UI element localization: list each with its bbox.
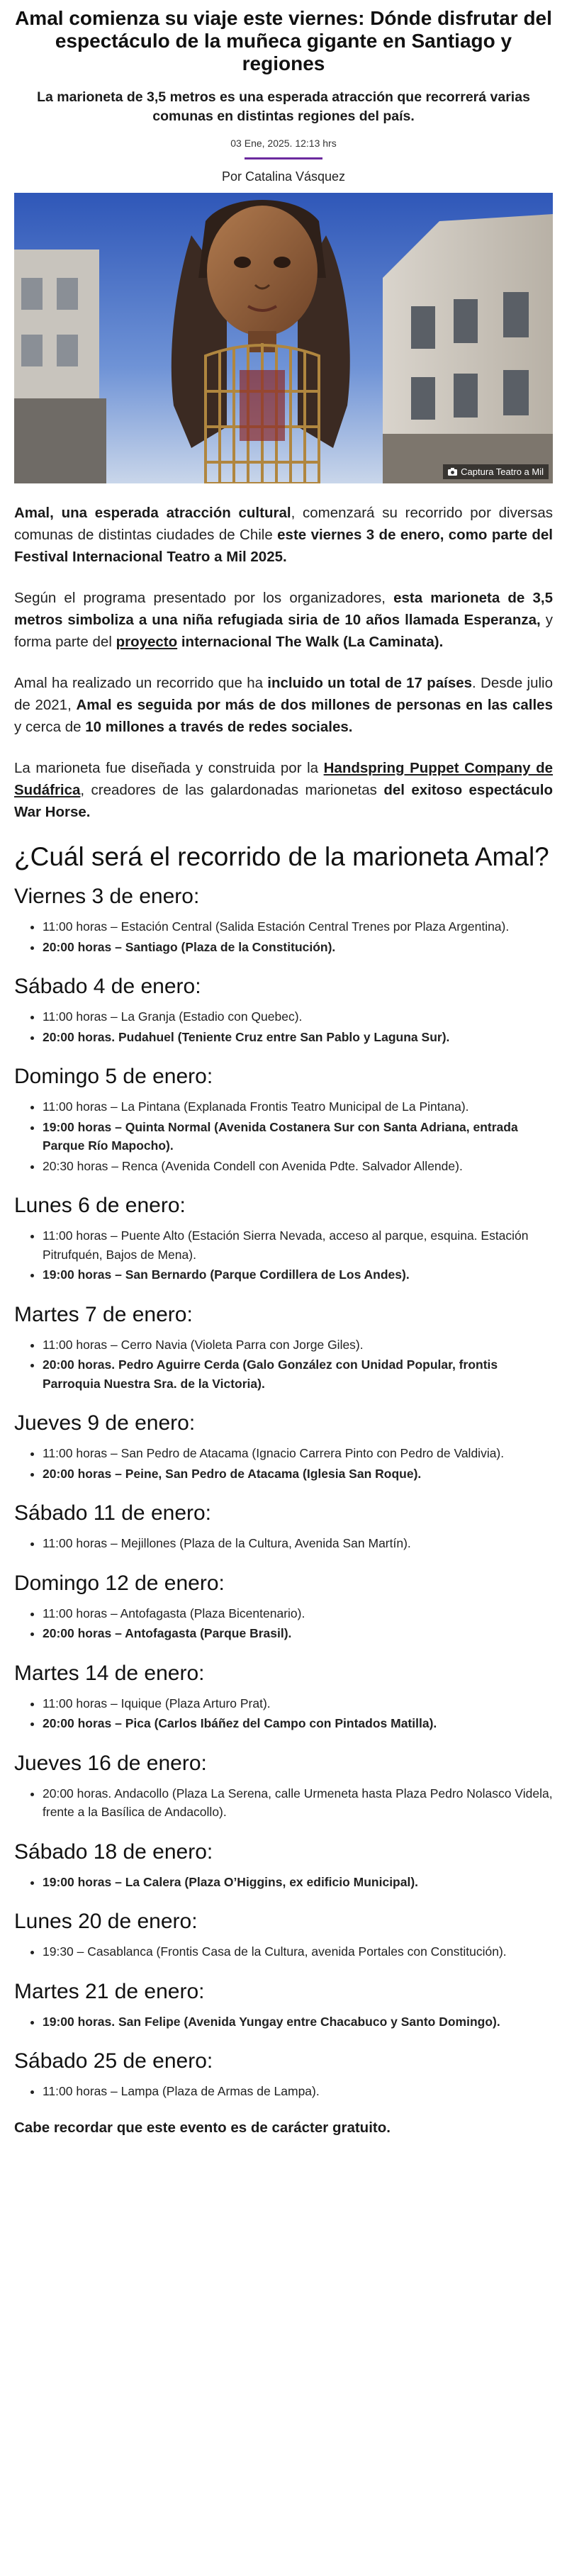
emphasis-text: esta marioneta de 3,5 metros simboliza a una niña refugiada siria de 10 años llamada Esperanza, — [14, 590, 553, 628]
schedule-event-list — [14, 1942, 553, 1961]
emphasis-text: 10 millones a través de redes sociales. — [85, 719, 353, 735]
paragraph-text: y cerca de — [14, 719, 86, 735]
schedule-event: • 20:00 horas. Pudahuel (Teniente Cruz entre San Pablo y Laguna Sur). — [43, 1028, 553, 1047]
project-link[interactable]: Handspring Puppet Company de Sudáfrica — [14, 760, 553, 798]
emphasis-text: internacional The Walk (La Caminata). — [177, 634, 444, 650]
image-credit-text: Captura Teatro a Mil — [461, 466, 544, 477]
schedule-event: • 11:00 horas – Lampa (Plaza de Armas de Lampa). — [43, 2082, 553, 2101]
schedule-event: • 19:00 horas – San Bernardo (Parque Cordillera de Los Andes). — [43, 1265, 553, 1284]
schedule-day-heading: Domingo 5 de enero: — [14, 1065, 213, 1088]
schedule-day-heading: Jueves 9 de enero: — [14, 1411, 196, 1435]
article-title: Amal comienza su viaje este viernes: Dónde disfrutar del espectáculo de la muñeca gigante en Santiago y regiones — [15, 7, 552, 74]
article — [0, 7, 567, 2137]
schedule-day-heading: Jueves 16 de enero: — [14, 1751, 207, 1775]
emphasis-text: incluido un total de 17 países — [267, 675, 473, 691]
schedule-day-heading: Sábado 4 de enero: — [14, 975, 201, 998]
schedule-event-list — [14, 1784, 553, 1822]
section-heading: ¿Cuál será el recorrido de la marioneta Amal? — [14, 842, 549, 871]
schedule-day-heading: Domingo 12 de enero: — [14, 1571, 225, 1595]
schedule-day-heading: Sábado 18 de enero: — [14, 1839, 213, 1864]
schedule-event: • 19:00 horas – La Calera (Plaza O’Higgins, ex edificio Municipal). — [43, 1873, 553, 1892]
schedule-event-list — [14, 1873, 553, 1892]
article-paragraph — [14, 587, 553, 653]
emphasis-text: del exitoso espectáculo War Horse. — [14, 782, 554, 820]
paragraph-text: , comenzará su recorrido por diversas comunas de distintas ciudades de Chile — [14, 505, 553, 543]
paragraph-text: , creadores de las galardonadas marionetas — [80, 782, 384, 798]
schedule-event: • 11:00 horas – La Pintana (Explanada Frontis Teatro Municipal de La Pintana). — [43, 1097, 553, 1116]
paragraph-text: La marioneta fue diseñada y construida por la — [14, 760, 324, 776]
article-subtitle: La marioneta de 3,5 metros es una esperada atracción que recorrerá varias comunas en distintas regiones del país. — [37, 89, 530, 124]
puppet-photo — [14, 193, 553, 483]
paragraph-text: Según el programa presentado por los organizadores, — [14, 590, 394, 606]
schedule-event: • 19:00 horas. San Felipe (Avenida Yungay entre Chacabuco y Santo Domingo). — [43, 2012, 553, 2032]
paragraph-text: . Desde julio de 2021, — [14, 675, 553, 713]
schedule-event-list — [14, 1604, 553, 1643]
schedule-event-list — [14, 1097, 553, 1175]
article-paragraph — [14, 672, 553, 738]
schedule-event: • 11:00 horas – Mejillones (Plaza de la Cultura, Avenida San Martín). — [43, 1534, 553, 1553]
schedule-event: • 20:30 horas – Renca (Avenida Condell con Avenida Pdte. Salvador Allende). — [43, 1157, 553, 1176]
closing-note: Cabe recordar que este evento es de carácter gratuito. — [14, 2119, 391, 2136]
schedule-event-list — [14, 2082, 553, 2101]
image-credit — [443, 464, 549, 479]
schedule-event-list — [14, 1534, 553, 1553]
article-paragraph — [14, 757, 553, 823]
schedule-event: • 20:00 horas – Pica (Carlos Ibáñez del Campo con Pintados Matilla). — [43, 1714, 553, 1733]
hero-image — [14, 193, 553, 483]
camera-icon — [448, 468, 457, 476]
schedule-day-heading: Lunes 20 de enero: — [14, 1910, 198, 1933]
schedule-day-heading: Viernes 3 de enero: — [14, 885, 200, 908]
schedule-day-heading: Lunes 6 de enero: — [14, 1194, 186, 1217]
schedule-day-heading: Martes 14 de enero: — [14, 1661, 205, 1685]
schedule-day-heading: Martes 21 de enero: — [14, 1979, 205, 2003]
schedule-event-list — [14, 1444, 553, 1483]
schedule-event-list — [14, 1694, 553, 1733]
emphasis-text: Amal es seguida por más de dos millones de personas en las calles — [76, 697, 553, 713]
schedule-event-list — [14, 1226, 553, 1284]
schedule-event: • 20:00 horas – Antofagasta (Parque Brasil). — [43, 1624, 553, 1643]
author-byline: Por Catalina Vásquez — [221, 169, 346, 184]
article-body — [14, 483, 553, 2137]
emphasis-text: este viernes 3 de enero, como parte del Festival Internacional Teatro a Mil 2025. — [14, 527, 553, 565]
schedule-event: • 20:00 horas. Andacollo (Plaza La Serena, calle Urmeneta hasta Plaza Pedro Nolasco Videla, frente a la Basílica de Andacollo). — [43, 1784, 553, 1822]
project-link[interactable]: proyecto — [116, 634, 178, 650]
schedule-day-heading: Sábado 11 de enero: — [14, 1501, 212, 1525]
emphasis-text: Amal, una esperada atracción cultural — [14, 505, 291, 521]
schedule-event: • 11:00 horas – Cerro Navia (Violeta Parra con Jorge Giles). — [43, 1335, 553, 1355]
schedule-event-list — [14, 1335, 553, 1394]
schedule-event: • 19:30 – Casablanca (Frontis Casa de la Cultura, avenida Portales con Constitución). — [43, 1942, 553, 1961]
schedule-day-heading: Sábado 25 de enero: — [14, 2049, 213, 2073]
paragraph-text: y forma parte del — [14, 612, 554, 650]
publish-date: 03 Ene, 2025. 12:13 hrs — [230, 138, 337, 149]
schedule-event-list — [14, 2012, 553, 2032]
title-divider — [245, 157, 322, 159]
schedule-event: • 11:00 horas – Estación Central (Salida Estación Central Trenes por Plaza Argentina). — [43, 917, 553, 936]
schedule-event-list — [14, 917, 553, 956]
schedule-event: • 19:00 horas – Quinta Normal (Avenida Costanera Sur con Santa Adriana, entrada Parque Río Mapocho). — [43, 1118, 553, 1155]
schedule-event: • 11:00 horas – San Pedro de Atacama (Ignacio Carrera Pinto con Pedro de Valdivia). — [43, 1444, 553, 1463]
schedule-event: • 11:00 horas – Antofagasta (Plaza Bicentenario). — [43, 1604, 553, 1623]
schedule-event: • 20:00 horas – Santiago (Plaza de la Constitución). — [43, 938, 553, 957]
schedule-event: • 20:00 horas. Pedro Aguirre Cerda (Galo González con Unidad Popular, frontis Parroquia Nuestra Sra. de la Victoria). — [43, 1355, 553, 1393]
schedule-event-list — [14, 1007, 553, 1046]
article-paragraph — [14, 502, 553, 568]
schedule-day-heading: Martes 7 de enero: — [14, 1302, 193, 1326]
paragraph-text: Amal ha realizado un recorrido que ha — [14, 675, 268, 691]
schedule-event: • 20:00 horas – Peine, San Pedro de Atacama (Iglesia San Roque). — [43, 1465, 553, 1484]
schedule-event: • 11:00 horas – Iquique (Plaza Arturo Prat). — [43, 1694, 553, 1713]
schedule-event: • 11:00 horas – Puente Alto (Estación Sierra Nevada, acceso al parque, esquina. Estación Pitrufquén, Bajos de Mena). — [43, 1226, 553, 1264]
schedule-event: • 11:00 horas – La Granja (Estadio con Quebec). — [43, 1007, 553, 1026]
